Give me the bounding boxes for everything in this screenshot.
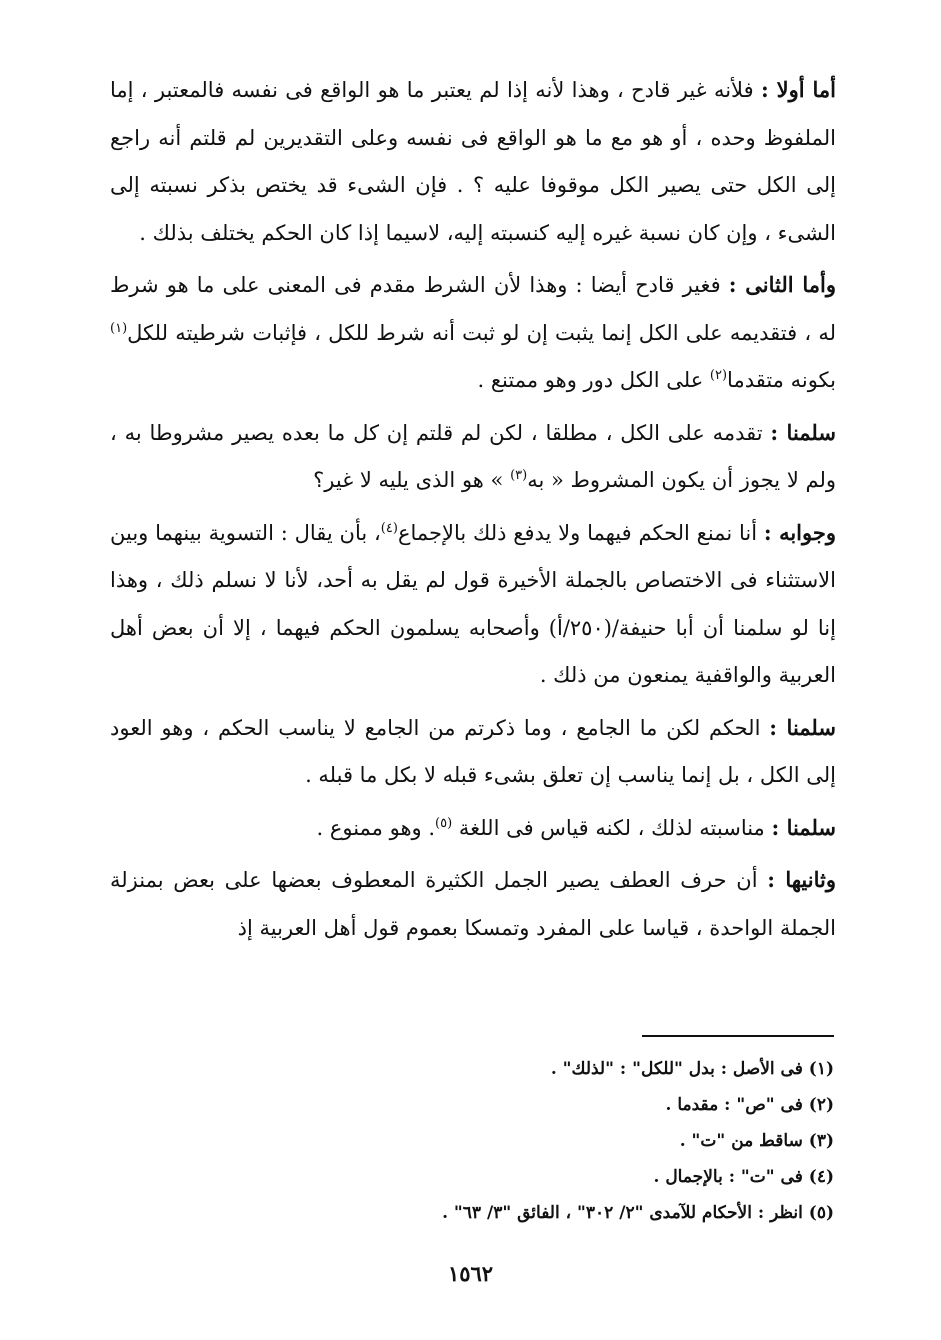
paragraph-lead: سلمنا : bbox=[769, 714, 836, 740]
paragraph-lead: وأما الثانى : bbox=[728, 272, 836, 297]
paragraph-lead: وجوابه : bbox=[763, 519, 836, 545]
footnote-marker: (٣) bbox=[510, 468, 528, 483]
footnote-marker: (٢) bbox=[709, 368, 728, 383]
paragraph-text: مناسبته لذلك ، لكنه قياس فى اللغة bbox=[452, 815, 765, 840]
paragraph-text: أنا نمنع الحكم فيهما ولا يدفع ذلك بالإجماع bbox=[397, 520, 758, 545]
paragraph-text: ، بأن يقال : التسوية بينهما وبين الاستثناء فى الاختصاص بالجملة الأخيرة قول لم يقل به أحد، لأنا لا نسلم ذلك ، وهذا إنا لو سلمنا أن أبا حنيفة/(٢٥٠/أ) وأصحابه يسلمون الحكم فيهما ، إلا أن بعض أهل العربية والواقفية يمنعون من ذلك . bbox=[110, 520, 836, 687]
paragraph-text: . وهو ممنوع . bbox=[316, 815, 436, 840]
paragraph-text: بكونه متقدما bbox=[727, 368, 836, 392]
paragraph-lead: سلمنا : bbox=[771, 814, 836, 840]
paragraph-text: فلأنه غير قادح ، وهذا لأنه إذا لم يعتبر ما هو الواقع فى نفسه فالمعتبر ، إما الملفوظ وحده ، أو هو مع ما هو الواقع فى نفسه وعلى التقديرين لم قلتم أنه راجع إلى الكل حتى يصير الكل موقوفا عليه ؟ . فإن الشىء قد يختص بذكر نسبته إلى الشىء ، وإن كان نسبة غيره إليه كنسبته إليه، لاسيما إذا كان الحكم يختلف بذلك . bbox=[110, 78, 836, 245]
paragraph bbox=[110, 261, 836, 405]
footnote: (٣) ساقط من "ت" . bbox=[679, 1131, 834, 1151]
paragraph-lead: وثانيها : bbox=[767, 867, 836, 892]
footnote-separator bbox=[642, 1035, 834, 1037]
paragraph bbox=[110, 704, 836, 800]
paragraph bbox=[110, 409, 836, 505]
paragraph-text: فغير قادح أيضا : وهذا لأن الشرط مقدم فى المعنى على ما هو شرط له ، فتقديمه على الكل إنما يثبت إن لو ثبت أنه شرط للكل ، فإثبات شرطيته للكل bbox=[110, 273, 836, 345]
paragraph-lead: أما أولا : bbox=[760, 77, 836, 102]
paragraph-text: أن حرف العطف يصير الجمل الكثيرة المعطوف بعضها على بعض بمنزلة الجملة الواحدة ، قياسا على المفرد وتمسكا بعموم قول أهل العربية إذ bbox=[110, 868, 836, 940]
paragraph bbox=[110, 509, 836, 700]
footnote-marker: (٥) bbox=[435, 815, 453, 831]
main-text bbox=[110, 66, 836, 956]
footnotes bbox=[250, 1051, 834, 1231]
paragraph bbox=[110, 66, 836, 257]
paragraph-lead: سلمنا : bbox=[770, 419, 836, 445]
paragraph-text: تقدمه على الكل ، مطلقا ، لكن لم قلتم إن كل ما بعده يصير مشروطا به ، ولم لا يجوز أن يكون المشروط « به bbox=[110, 420, 836, 492]
paragraph-text: على الكل دور وهو ممتنع . bbox=[477, 368, 710, 392]
footnote: (١) فى الأصل : بدل "للكل" : "لذلك" . bbox=[550, 1059, 834, 1079]
footnote: (٢) فى "ص" : مقدما . bbox=[665, 1095, 834, 1115]
paragraph bbox=[110, 856, 836, 952]
paragraph-text: » هو الذى يليه لا غير؟ bbox=[313, 468, 511, 492]
paragraph-text: الحكم لكن ما الجامع ، وما ذكرتم من الجامع لا يناسب الحكم ، وهو العود إلى الكل ، بل إنما يناسب إن تعلق بشىء قبله لا بكل ما قبله . bbox=[110, 715, 836, 787]
paragraph bbox=[110, 804, 836, 853]
footnote-marker: (٤) bbox=[380, 520, 398, 536]
footnote: (٥) انظر : الأحكام للآمدى "٢/ ٣٠٢" ، الفائق "٣/ ٦٣" . bbox=[442, 1203, 834, 1223]
page-number: ١٥٦٢ bbox=[447, 1261, 494, 1286]
footnote: (٤) فى "ت" : بالإجمال . bbox=[653, 1167, 834, 1187]
footnote-marker: (١) bbox=[110, 320, 128, 336]
